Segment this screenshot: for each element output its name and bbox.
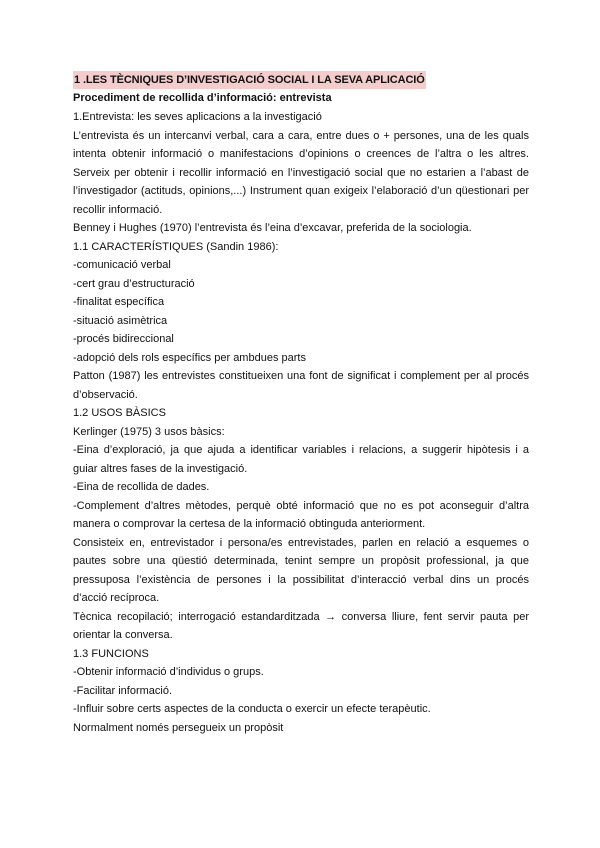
paragraph-line: orientar la conversa. bbox=[73, 629, 173, 641]
benney-quote: Benney i Hughes (1970) l’entrevista és l’eina d’excavar, preferida de la sociologia. bbox=[73, 222, 472, 234]
paragraph-line: intenta obtenir informació o manifestacions d’opinions o creences de l’altra o les altres. bbox=[73, 148, 529, 160]
paragraph-line: d’acció recíproca. bbox=[73, 592, 160, 604]
list-item: -procés bidireccional bbox=[73, 333, 174, 345]
intro-heading: 1.Entrevista: les seves aplicacions a la investigació bbox=[73, 111, 322, 123]
list-item: -adopció dels rols específics per ambdues parts bbox=[73, 351, 306, 364]
paragraph-line: pressuposa l’existència de persones i la possibilitat d’interacció verbal dins un procés bbox=[73, 573, 529, 586]
paragraph-line: guiar altres fases de la investigació. bbox=[73, 462, 248, 475]
list-item: -situació asimètrica bbox=[73, 314, 168, 327]
closing-line: Normalment només persegueix un propòsit bbox=[73, 721, 284, 734]
list-item: -finalitat específica bbox=[73, 296, 165, 308]
paragraph-line: manera o comprovar la certesa de la informació obtinguda anteriorment. bbox=[73, 518, 426, 530]
paragraph-line: recollir informació. bbox=[73, 203, 163, 216]
list-item: -Obtenir informació d’individus o grups. bbox=[73, 666, 264, 678]
paragraph-line: -Eina d’exploració, ja que ajuda a identificar variables i relacions, a suggerir hipòtesis i a bbox=[73, 444, 529, 456]
document-title: 1 .LES TÈCNIQUES D’INVESTIGACIÓ SOCIAL I LA SEVA APLICACIÓ bbox=[73, 71, 426, 89]
paragraph-line: Consisteix en, entrevistador i persona/es entrevistades, parlen en relació a esquemes o bbox=[73, 536, 529, 549]
document-body bbox=[73, 70, 529, 737]
paragraph-line: d’observació. bbox=[73, 388, 138, 401]
list-item: -Facilitar informació. bbox=[73, 684, 173, 697]
list-item: -comunicació verbal bbox=[73, 259, 171, 271]
list-item: -cert grau d’estructuració bbox=[73, 277, 195, 290]
kerlinger-line: Kerlinger (1975) 3 usos bàsics: bbox=[73, 425, 225, 438]
paragraph-line: L’entrevista és un intercanvi verbal, cara a cara, entre dues o + persones, una de les quals bbox=[73, 129, 529, 142]
section-heading-1-3: 1.3 FUNCIONS bbox=[73, 647, 149, 660]
paragraph-line: -Eina de recollida de dades. bbox=[73, 481, 210, 493]
paragraph-line: l’investigador (actituds, opinions,...) Instrument quan exigeix l’elaboració d’un qüestionari per bbox=[73, 185, 529, 197]
paragraph-line: -Complement d’altres mètodes, perquè obté informació que no es pot aconseguir d’altra bbox=[73, 499, 529, 512]
list-item: -Influir sobre certs aspectes de la conducta o exercir un efecte terapèutic. bbox=[73, 703, 431, 715]
paragraph-line: Tècnica recopilació; interrogació estandarditzada → conversa lliure, fent servir pauta per bbox=[73, 610, 529, 623]
paragraph-line: Patton (1987) les entrevistes constitueixen una font de significat i complement per al procés bbox=[73, 370, 529, 382]
paragraph-line: Serveix per obtenir i recollir informació en l’investigació social que no estarien a l’abast de bbox=[73, 166, 529, 179]
paragraph-line: pautes sobre una qüestió determinada, tenint sempre un propòsit professional, ja que bbox=[73, 555, 529, 567]
title-row bbox=[73, 70, 529, 89]
section-heading-1-1: 1.1 CARACTERÍSTIQUES (Sandin 1986): bbox=[73, 240, 279, 253]
subtitle: Procediment de recollida d’informació: entrevista bbox=[73, 92, 332, 104]
section-heading-1-2: 1.2 USOS BÀSICS bbox=[73, 407, 166, 419]
